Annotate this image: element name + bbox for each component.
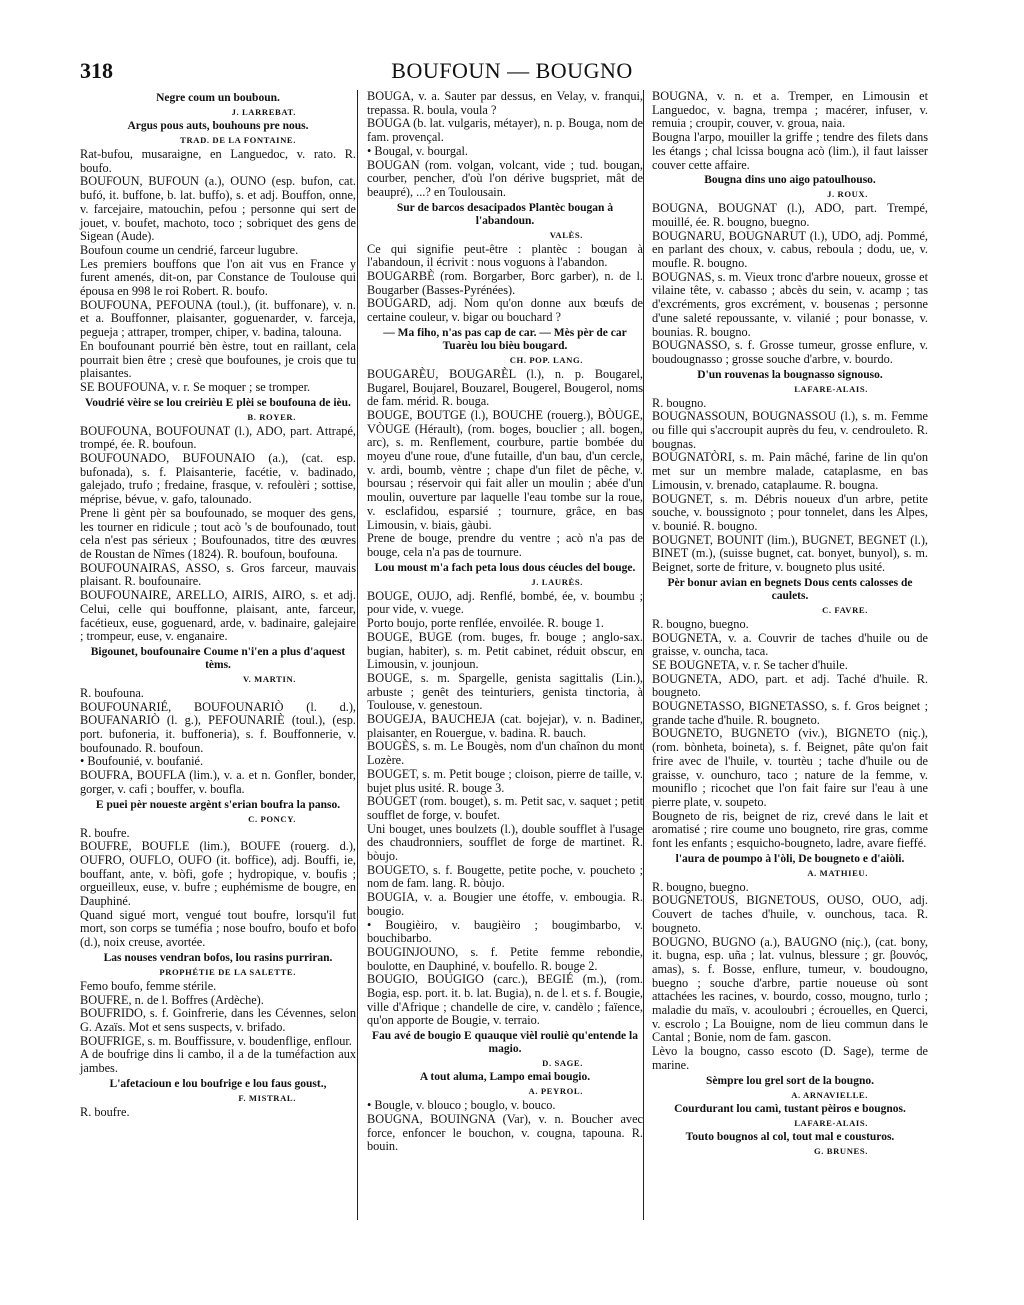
quotation-author: J. LAURÈS.: [531, 576, 583, 587]
dictionary-entry: Femo boufo, femme stérile.: [80, 978, 217, 993]
quotation: A tout aluma, Lampo emai bougio.: [419, 1071, 591, 1084]
column-divider: [357, 90, 358, 1220]
dictionary-entry: Boufoun coume un cendrié, farceur lugubre.: [80, 242, 299, 257]
dictionary-entry: BOUFRE, BOUFLE (lim.), BOUFE (rouerg. d.), OUFRO, OUFLO, OUFO (it. boffice), adj. Bouffi, ie, bouffant, ante, v. bòfi, gofe ; hydropique, v. boufis ; orgueilleux, euse, v. bufre ; euphémisme de bougre, en Dauphiné.: [80, 839, 356, 909]
dictionary-entry: BOUGEJA, BAUCHEJA (cat. bojejar), v. n. Badiner, plaisanter, en Rouergue, v. badina. R. bauch.: [367, 712, 643, 740]
dictionary-entry: BOUGIO, BOUGIGO (carc.), BEGIÉ (m.), (rom. Bogia, esp. port. it. b. lat. Bugia), n. de l. et s. f. Bougie, ville d'Afrique ; chandelle de cire, v. candèlo ; faïence, qu'on apporte de Bougie, v. terraio.: [367, 972, 643, 1028]
dictionary-entry: BOUGNASSO, s. f. Grosse tumeur, grosse enflure, v. boudougnasso ; grosse souche d'arbre, v. bourdo.: [652, 338, 928, 366]
quotation: Negre coum un bouboun.: [156, 92, 280, 104]
quotation: l'aura de poumpo à l'òli, De bougneto e d'aiòli.: [675, 852, 905, 865]
dictionary-entry: BOUGET, s. m. Petit bouge ; cloison, pierre de taille, v. bujet plus usité. R. bouge 3.: [367, 766, 643, 795]
dictionary-entry: BOUFRIDO, s. f. Goinfrerie, dans les Cévennes, selon G. Azaïs. Mot et sens suspects, v. brifado.: [80, 1006, 356, 1034]
quotation-author: A. MATHIEU.: [807, 867, 868, 878]
quotation-author: G. BRUNES.: [814, 1145, 868, 1156]
dictionary-entry: BOUGNO, BUGNO (a.), BAUGNO (niç.), (cat. bony, it. bugna, esp. uña ; lat. vulnus, blessure ; gr. βουνός, amas), s. f. Bosse, enflure, tumeur, v. boudougno, buegno ; souche d'arbre, partie noueuse où sont attachées les racines, v. bourdo, cosso, mougno, turlo ; maladie du maïs, v. acouloubri ; écrouelles, en Querci, v. escrolo ; La Bouigne, nom de lieu commun dans le Cantal ; Bonie, nom de fam. gascon.: [652, 934, 928, 1045]
dictionary-entry: Rat-bufou, musaraigne, en Languedoc, v. rato. R. boufo.: [80, 147, 356, 175]
quotation-author: F. MISTRAL.: [238, 1092, 296, 1103]
dictionary-entry: BOUGA, v. a. Sauter par dessus, en Velay, v. franqui, trepassa. R. boula, voula ?: [367, 89, 643, 117]
page-title: BOUFOUN — BOUGNO: [391, 58, 633, 83]
dictionary-entry: BOUGET (rom. bouget), s. m. Petit sac, v. saquet ; petit soufflet de forge, v. boufet.: [367, 794, 643, 822]
column-right: [652, 90, 928, 1159]
quotation: Courdurant lou camì, tustant pèiros e bougnos.: [674, 1102, 906, 1115]
dictionary-entry: • Bougal, v. bourgal.: [367, 143, 468, 158]
quotation: Bigounet, boufounaire Coume n'i'en a plus d'aquest tèms.: [90, 645, 346, 671]
quotation-author: J. LARREBAT.: [231, 107, 296, 117]
dictionary-entry: Prene li gènt pèr sa boufounado, se moquer des gens, les tourner en ridicule ; tout acò 's de boufounado, tout cela n'est pas sérieux ; Boufounados, titre des œuvres de Roustan de Nîmes (1824). R. boufoun, boufouna.: [80, 505, 356, 561]
dictionary-entry: BOUGARBÈ (rom. Borgarber, Borc garber), n. de l. Bougarber (Basses-Pyrénées).: [367, 269, 643, 297]
dictionary-entry: BOUFOUNA, BOUFOUNAT (l.), ADO, part. Attrapé, trompé, ée. R. boufoun.: [80, 423, 356, 452]
quotation-author: LAFARE-ALAIS.: [794, 383, 868, 394]
quotation-author: TRAD. DE LA FONTAINE.: [180, 135, 296, 145]
dictionary-entry: Bougna l'arpo, mouiller la griffe ; tendre des filets dans les étangs ; chal lcissa bougna acò (lim.), il faut laisser couver cette affaire.: [652, 130, 928, 172]
dictionary-entry: R. bougno, buegno.: [652, 616, 749, 631]
quotation: Bougna dins uno aigo patoulhouso.: [704, 174, 876, 187]
dictionary-entry: BOUFRIGE, s. m. Bouffissure, v. boudenflige, enflour.: [80, 1033, 352, 1048]
dictionary-entry: BOUFRA, BOUFLA (lim.), v. a. et n. Gonfler, bonder, gorger, v. cafi ; bouffer, v. boufla.: [80, 768, 356, 796]
quotation-author: A. ARNAVIELLE.: [791, 1089, 868, 1100]
dictionary-entry: • Bougièiro, v. baugièiro ; bougimbarbo, v. bouchibarbo.: [367, 917, 643, 946]
dictionary-entry: BOUGAN (rom. volgan, volcant, vide ; tud. bougan, courber, pencher, d'où l'on dérive bugspriet, mât de beaupré), ...? en Toulousain.: [367, 157, 643, 199]
quotation: Lou moust m'a fach peta lous dous céucles del bouge.: [374, 561, 636, 574]
dictionary-entry: BOUGE, OUJO, adj. Renflé, bombé, ée, v. boumbu ; pour vide, v. vuege.: [367, 588, 643, 617]
dictionary-entry: BOUGÈS, s. m. Le Bougès, nom d'un chaînon du mont Lozère.: [367, 739, 643, 768]
quotation-author: J. ROUX.: [827, 189, 868, 200]
dictionary-entry: BOUFOUNAIRAS, ASSO, s. Gros farceur, mauvais plaisant. R. boufounaire.: [80, 560, 356, 589]
dictionary-entry: BOUGNATÒRI, s. m. Pain mâché, farine de lin qu'on met sur un membre malade, cataplasme, en bas Limousin, v. brenado, cataplaume. R. bougna.: [652, 450, 928, 492]
dictionary-entry: BOUGNETOUS, BIGNETOUS, OUSO, OUO, adj. Couvert de taches d'huile, v. ounchous, taca. R. bougneto.: [652, 893, 928, 935]
quotation: Pèr bonur avian en begnets Dous cents calosses de caulets.: [667, 576, 913, 602]
column-middle: [367, 90, 643, 1154]
dictionary-entry: BOUGNA, BOUINGNA (Var), v. n. Boucher avec force, enfoncer le bouchon, v. cougna, tapouna. R. bouin.: [367, 1111, 643, 1154]
quotation: L'afetacioun e lou boufrige e lou faus goust.,: [109, 1077, 327, 1090]
dictionary-entry: BOUGNARU, BOUGNARUT (l.), UDO, adj. Pommé, en parlant des choux, v. cabus, reboula ; dodu, ue, v. moufle. R. bougno.: [652, 228, 928, 271]
dictionary-entry: SE BOUGNETA, v. r. Se tacher d'huile.: [652, 657, 848, 672]
quotation-author: C. FAVRE.: [822, 604, 868, 615]
dictionary-entry: Les premiers bouffons que l'on ait vus en France y furent amenés, dit-on, par Constance de Toulouse qui épousa en 998 le roi Robert. R. boufo.: [80, 256, 356, 299]
dictionary-entry: BOUGNETA, v. a. Couvrir de taches d'huile ou de graisse, v. ouncha, taca.: [652, 630, 928, 659]
page-number: 318: [80, 58, 113, 83]
dictionary-entry: R. bougno, buegno.: [652, 879, 749, 894]
dictionary-entry: En boufounant pourrié bèn èstre, tout en raillant, cela pourrait bien être ; cresè que boufounes, je crois que tu plaisantes.: [80, 338, 356, 381]
quotation-author: PROPHÉTIE DE LA SALETTE.: [159, 966, 296, 977]
dictionary-entry: SE BOUFOUNA, v. r. Se moquer ; se tromper.: [80, 379, 311, 394]
quotation: Las nouses vendran bofos, lou rasins purriran.: [103, 951, 333, 964]
dictionary-entry: BOUGETO, s. f. Bougette, petite poche, v. poucheto ; nom de fam. lang. R. bòujo.: [367, 862, 643, 891]
dictionary-entry: BOUGNET, s. m. Débris noueux d'un arbre, petite souche, v. boussignoto ; pour tonnelet, dans les Alpes, v. bounié. R. bougno.: [652, 491, 928, 533]
dictionary-entry: • Bougle, v. blouco ; bouglo, v. bouco.: [367, 1098, 556, 1113]
quotation-author: A. PEYROL.: [528, 1086, 583, 1097]
dictionary-entry: BOUFOUNADO, BUFOUNAIO (a.), (cat. esp. bufonada), s. f. Plaisanterie, facétie, v. badinado, galejado, trufo ; fredaine, frasque, v. refoulèri ; sottise, méprise, bévue, v. gafo, talounado.: [80, 451, 356, 507]
column-divider: [643, 90, 644, 1220]
column-left: [80, 90, 356, 1119]
dictionary-entry: Bougneto de ris, beignet de riz, crevé dans le lait et aromatisé ; rire coume uno bougneto, rire gras, comme font les enfants ; esquicho-bougneto, ladre, avare fieffé.: [652, 808, 928, 851]
dictionary-entry: BOUGARÈU, BOUGARÈL (l.), n. p. Bougarel, Bugarel, Boujarel, Bouzarel, Bougerel, Bougerol, noms de fam. mérid. R. bouga.: [367, 366, 643, 409]
dictionary-entry: BOUFOUN, BUFOUN (a.), OUNO (esp. bufon, cat. bufó, it. buffone, b. lat. buffo), s. et adj. Bouffon, onne, v. farcejaire, matouchin, pefou ; personne qui sert de jouet, v. boufet, machoto, toco ; sobriquet des gens de Sigean (Aude).: [80, 174, 356, 244]
dictionary-entry: BOUGIA, v. a. Bougier une étoffe, v. embougia. R. bougio.: [367, 890, 643, 918]
quotation: D'un rouvenas la bougnasso signousо.: [697, 368, 883, 381]
dictionary-entry: Ce qui signifie peut-être : plantèc : bougan à l'abandoun, il écrivit : nous voguons à l'abandon.: [367, 241, 643, 270]
quotation: Sèmpre lou grel sort de la bougno.: [706, 1074, 874, 1087]
quotation-author: CH. POP. LANG.: [509, 354, 583, 365]
dictionary-entry: A de boufrige dins li cambo, il a de la tuméfaction aux jambes.: [80, 1047, 356, 1076]
quotation: Fau avé de bougio E quauque vièl rouliè qu'entende la magio.: [372, 1030, 638, 1056]
dictionary-entry: R. bougno.: [652, 395, 707, 410]
dictionary-entry: Prene de bouge, prendre du ventre ; acò n'a pas de bouge, cela n'a pas de tournure.: [367, 531, 643, 559]
dictionary-entry: BOUGINJOUNO, s. f. Petite femme rebondie, boulotte, en Dauphiné, v. boufello. R. bouge 2.: [367, 944, 643, 973]
dictionary-entry: BOUGNETASSO, BIGNETASSO, s. f. Gros beignet ; grande tache d'huile. R. bougneto.: [652, 699, 928, 727]
dictionary-entry: BOUGE, BUGE (rom. buges, fr. bouge ; anglo-sax. bugian, habiter), s. m. Petit cabinet, réduit obscur, en Limousin, v. jounjoun.: [367, 629, 643, 672]
dictionary-entry: BOUGNAS, s. m. Vieux tronc d'arbre noueux, grosse et vilaine tête, v. cabasso ; abcès du sein, v. acamp ; tas d'excréments, gros excrément, v. bousenas ; personne d'une saleté repoussante, v. vilanié ; pour bonasse, v. bounias. R. bougno.: [652, 269, 928, 339]
dictionary-entry: BOUGE, BOUTGE (l.), BOUCHE (rouerg.), BÒUGE, VÒUGE (Hérault), (rom. boges, bouclier ; all. bogen, arc), s. m. Renflement, courbure, partie bombée du moyeu d'une roue, d'une futaille, d'un bau, d'un cercle, v. ardi, boumb, vèntre ; chape d'un filet de pêche, v. boursau ; réservoir qui fait aller un moulin ; abée d'un moulin, ouverture par laquelle l'eau tombe sur la roue, v. esclafidou, esparsié ; tournure, grâce, en bas Limousin, v. biais, gàubi.: [367, 407, 643, 532]
quotation-author: VALÈS.: [549, 229, 583, 240]
dictionary-entry: BOUFOUNAIRE, ARELLO, AIRIS, AIRO, s. et adj. Celui, celle qui bouffonne, plaisant, ante, farceur, facétieux, euse, goguenard, arde, v. badinaire, galejaire ; trompeur, euse, v. enganaire.: [80, 588, 356, 644]
dictionary-entry: BOUGNASSOUN, BOUGNASSOU (l.), s. m. Femme ou fille qui s'accroupit auprès du feu, v. cendrouleto. R. bougnas.: [652, 409, 928, 451]
dictionary-entry: BOUGNETA, ADO, part. et adj. Taché d'huile. R. bougneto.: [652, 671, 928, 700]
dictionary-entry: BOUGNA, v. n. et a. Tremper, en Limousin et Languedoc, v. bagna, trempa ; macérer, infuser, v. remuia ; croupir, couver, v. groua, naia.: [652, 89, 928, 131]
dictionary-entry: Porto boujo, porte renflée, envoilée. R. bouge 1.: [367, 616, 604, 631]
quotation-author: D. SAGE.: [542, 1058, 583, 1069]
quotation-author: B. ROYER.: [247, 411, 296, 422]
dictionary-entry: BOUGE, s. m. Spargelle, genista sagittalis (Lin.), arbuste ; genêt des teinturiers, genista tinctoria, à Toulouse, v. genestoun.: [367, 670, 643, 713]
dictionary-entry: BOUGNET, BOUNIT (lim.), BUGNET, BEGNET (l.), BINET (m.), (suisse bugnet, cat. bonyet, bunyol), s. m. Beignet, sorte de friture, v. bougneto plus usité.: [652, 532, 928, 575]
dictionary-entry: Lèvo la bougno, casso escoto (D. Sage), terme de marine.: [652, 1044, 928, 1072]
dictionary-entry: BOUGNA, BOUGNAT (l.), ADO, part. Trempé, mouillé, ée. R. bougno, buegno.: [652, 201, 928, 229]
dictionary-entry: BOUGA (b. lat. vulgaris, métayer), n. p. Bouga, nom de fam. provençal.: [367, 116, 643, 145]
dictionary-entry: BOUGARD, adj. Nom qu'on donne aux bœufs de certaine couleur, v. bigar ou bouchard ?: [367, 296, 643, 325]
dictionary-entry: R. boufouna.: [80, 685, 144, 700]
quotation: Touto bougnos al col, tout mal e cousturos.: [685, 1130, 895, 1143]
dictionary-entry: R. boufre.: [80, 1104, 130, 1119]
dictionary-entry: BOUFOUNARIÉ, BOUFOUNARIÒ (l. d.), BOUFANARIÒ (l. g.), PEFOUNARIÈ (toul.), (esp. port. bufoneria, it. buffoneria), s. f. Bouffonnerie, v. boufounado. R. boufoun.: [80, 699, 356, 755]
quotation-author: V. MARTIN.: [242, 673, 296, 684]
quotation-author: C. PONCY.: [248, 813, 296, 824]
dictionary-entry: BOUGNETO, BUGNETO (viv.), BIGNETO (niç.), (rom. bònheta, boineta), s. f. Beignet, pâte qu'on fait frire avec de l'huile, v. tourtèu ; tache d'huile ou de graisse, v. ounchuro, taco ; nature de la femme, v. mouniflo ; ricochet que l'on fait faire sur l'eau à une pierre plate, v. soupeto.: [652, 726, 928, 809]
dictionary-entry: BOUFRE, n. de l. Boffres (Ardèche).: [80, 992, 264, 1007]
quotation: Argus pous auts, bouhouns pre nous.: [127, 120, 309, 132]
dictionary-entry: Quand sigué mort, vengué tout boufre, lorsqu'il fut mort, son corps se tuméfia ; nose boufro, boufo et bofo (d.), noix creuse, avortée.: [80, 907, 356, 950]
quotation: Voudrié vèire se lou creirièu E plèi se boufouna de ièu.: [85, 396, 351, 409]
dictionary-entry: BOUFOUNA, PEFOUNA (toul.), (it. buffonare), v. n. et a. Bouffonner, plaisanter, goguenarder, v. farceja, pegueja ; attraper, tromper, chiper, v. badina, talouna.: [80, 297, 356, 340]
dictionary-entry: R. boufre.: [80, 825, 130, 840]
quotation: Sur de barcos desacipados Plantèc bougan à l'abandoun.: [396, 201, 614, 227]
quotation-author: LAFARE-ALAIS.: [794, 1117, 868, 1128]
dictionary-entry: • Boufounié, v. boufanié.: [80, 754, 204, 769]
quotation: E puei pèr noueste argènt s'erian boufra la panso.: [95, 798, 341, 811]
quotation: — Ma fiho, n'as pas cap de car. — Mès pèr de car Tuarèu lou bièu bougard.: [383, 326, 627, 352]
dictionary-entry: Uni bouget, unes boulzets (l.), double soufflet à l'usage des chaudronniers, soufflet de forge de martinet. R. bòujo.: [367, 821, 643, 864]
